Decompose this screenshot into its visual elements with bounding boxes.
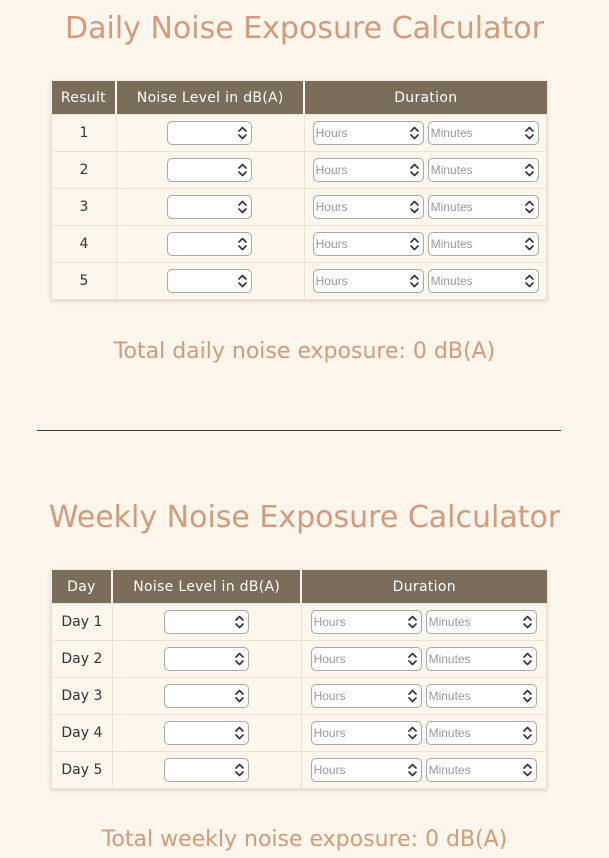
daily-total-exposure: Total daily noise exposure: 0 dB(A) bbox=[113, 339, 496, 364]
stepper-arrows-icon[interactable] bbox=[235, 614, 244, 630]
stepper-arrows-icon[interactable] bbox=[408, 725, 417, 741]
daily-row-label: 5 bbox=[52, 263, 117, 300]
weekly-hours-input[interactable] bbox=[311, 610, 422, 634]
weekly-table-row bbox=[52, 678, 547, 715]
weekly-table-row bbox=[52, 715, 547, 752]
weekly-hours-input-text: Hours bbox=[313, 763, 346, 777]
weekly-noise-level-cell bbox=[112, 604, 301, 641]
daily-noise-level-input[interactable] bbox=[167, 269, 252, 293]
weekly-total-exposure: Total weekly noise exposure: 0 dB(A) bbox=[101, 827, 508, 852]
weekly-noise-level-cell bbox=[112, 678, 301, 715]
stepper-arrows-icon[interactable] bbox=[410, 236, 419, 252]
weekly-noise-level-input[interactable] bbox=[164, 721, 249, 745]
weekly-duration-cell bbox=[301, 604, 546, 641]
daily-row-label: 2 bbox=[52, 152, 117, 189]
daily-noise-level-input[interactable] bbox=[167, 195, 252, 219]
daily-noise-level-cell bbox=[116, 115, 304, 152]
daily-header-noise-level: Noise Level in dB(A) bbox=[116, 81, 304, 115]
daily-header-result: Result bbox=[52, 81, 117, 115]
section-divider bbox=[37, 430, 561, 431]
stepper-arrows-icon[interactable] bbox=[410, 162, 419, 178]
daily-minutes-input-text: Minutes bbox=[430, 200, 473, 214]
daily-minutes-input-text: Minutes bbox=[430, 237, 473, 251]
daily-header-duration: Duration bbox=[304, 81, 546, 115]
weekly-header-duration: Duration bbox=[301, 570, 546, 604]
weekly-hours-input-text: Hours bbox=[313, 615, 346, 629]
weekly-noise-level-input[interactable] bbox=[164, 610, 249, 634]
stepper-arrows-icon[interactable] bbox=[408, 762, 417, 778]
daily-minutes-input[interactable] bbox=[428, 269, 539, 293]
stepper-arrows-icon[interactable] bbox=[235, 725, 244, 741]
weekly-hours-input[interactable] bbox=[311, 684, 422, 708]
daily-minutes-input[interactable] bbox=[428, 195, 539, 219]
daily-hours-input[interactable] bbox=[313, 269, 424, 293]
weekly-table-row bbox=[52, 752, 547, 789]
weekly-hours-input-text: Hours bbox=[313, 689, 346, 703]
daily-row-label: 4 bbox=[52, 226, 117, 263]
weekly-hours-input[interactable] bbox=[311, 721, 422, 745]
weekly-row-label: Day 5 bbox=[52, 752, 113, 789]
daily-table-row bbox=[52, 263, 547, 300]
daily-table-row bbox=[52, 189, 547, 226]
daily-row-label: 1 bbox=[52, 115, 117, 152]
daily-table-row bbox=[52, 115, 547, 152]
weekly-minutes-input-text: Minutes bbox=[428, 726, 471, 740]
stepper-arrows-icon[interactable] bbox=[410, 273, 419, 289]
daily-duration-cell bbox=[304, 189, 546, 226]
stepper-arrows-icon[interactable] bbox=[238, 125, 247, 141]
weekly-noise-level-cell bbox=[112, 752, 301, 789]
daily-duration-cell bbox=[304, 115, 546, 152]
weekly-duration-cell bbox=[301, 752, 546, 789]
weekly-row-label: Day 1 bbox=[52, 604, 113, 641]
daily-hours-input-text: Hours bbox=[315, 126, 348, 140]
stepper-arrows-icon[interactable] bbox=[238, 199, 247, 215]
daily-minutes-input[interactable] bbox=[428, 158, 539, 182]
daily-minutes-input[interactable] bbox=[428, 121, 539, 145]
stepper-arrows-icon[interactable] bbox=[238, 273, 247, 289]
weekly-noise-level-input[interactable] bbox=[164, 758, 249, 782]
daily-calculator-title: Daily Noise Exposure Calculator bbox=[65, 11, 544, 46]
daily-noise-level-cell bbox=[116, 152, 304, 189]
daily-noise-level-input[interactable] bbox=[167, 121, 252, 145]
stepper-arrows-icon[interactable] bbox=[523, 614, 532, 630]
weekly-row-label: Day 2 bbox=[52, 641, 113, 678]
stepper-arrows-icon[interactable] bbox=[238, 162, 247, 178]
weekly-minutes-input[interactable] bbox=[426, 647, 537, 671]
stepper-arrows-icon[interactable] bbox=[525, 236, 534, 252]
stepper-arrows-icon[interactable] bbox=[525, 125, 534, 141]
weekly-minutes-input-text: Minutes bbox=[428, 689, 471, 703]
daily-hours-input[interactable] bbox=[313, 232, 424, 256]
weekly-hours-input[interactable] bbox=[311, 758, 422, 782]
weekly-table-header-row bbox=[52, 570, 547, 604]
daily-duration-cell bbox=[304, 152, 546, 189]
weekly-duration-cell bbox=[301, 641, 546, 678]
stepper-arrows-icon[interactable] bbox=[235, 651, 244, 667]
stepper-arrows-icon[interactable] bbox=[523, 688, 532, 704]
weekly-exposure-table bbox=[51, 570, 547, 789]
weekly-minutes-input-text: Minutes bbox=[428, 763, 471, 777]
weekly-minutes-input-text: Minutes bbox=[428, 615, 471, 629]
daily-minutes-input-text: Minutes bbox=[430, 126, 473, 140]
stepper-arrows-icon[interactable] bbox=[525, 162, 534, 178]
stepper-arrows-icon[interactable] bbox=[523, 651, 532, 667]
daily-minutes-input-text: Minutes bbox=[430, 163, 473, 177]
stepper-arrows-icon[interactable] bbox=[525, 199, 534, 215]
daily-noise-level-input[interactable] bbox=[167, 232, 252, 256]
stepper-arrows-icon[interactable] bbox=[408, 688, 417, 704]
weekly-minutes-input[interactable] bbox=[426, 610, 537, 634]
daily-duration-cell bbox=[304, 226, 546, 263]
weekly-noise-level-cell bbox=[112, 715, 301, 752]
daily-noise-level-cell bbox=[116, 189, 304, 226]
weekly-row-label: Day 4 bbox=[52, 715, 113, 752]
daily-hours-input-text: Hours bbox=[315, 163, 348, 177]
weekly-hours-input-text: Hours bbox=[313, 652, 346, 666]
weekly-row-label: Day 3 bbox=[52, 678, 113, 715]
weekly-duration-cell bbox=[301, 715, 546, 752]
stepper-arrows-icon[interactable] bbox=[408, 614, 417, 630]
daily-table-row bbox=[52, 152, 547, 189]
daily-minutes-input[interactable] bbox=[428, 232, 539, 256]
stepper-arrows-icon[interactable] bbox=[410, 125, 419, 141]
weekly-noise-level-input[interactable] bbox=[164, 647, 249, 671]
stepper-arrows-icon[interactable] bbox=[408, 651, 417, 667]
stepper-arrows-icon[interactable] bbox=[523, 725, 532, 741]
daily-hours-input-text: Hours bbox=[315, 274, 348, 288]
weekly-minutes-input[interactable] bbox=[426, 721, 537, 745]
stepper-arrows-icon[interactable] bbox=[235, 688, 244, 704]
daily-hours-input[interactable] bbox=[313, 121, 424, 145]
weekly-header-day: Day bbox=[52, 570, 113, 604]
weekly-hours-input[interactable] bbox=[311, 647, 422, 671]
weekly-duration-cell bbox=[301, 678, 546, 715]
daily-hours-input[interactable] bbox=[313, 158, 424, 182]
weekly-table-row bbox=[52, 641, 547, 678]
weekly-calculator-title: Weekly Noise Exposure Calculator bbox=[48, 500, 561, 535]
daily-hours-input-text: Hours bbox=[315, 237, 348, 251]
daily-duration-cell bbox=[304, 263, 546, 300]
weekly-header-noise-level: Noise Level in dB(A) bbox=[112, 570, 301, 604]
weekly-noise-level-input[interactable] bbox=[164, 684, 249, 708]
stepper-arrows-icon[interactable] bbox=[523, 762, 532, 778]
daily-noise-level-input[interactable] bbox=[167, 158, 252, 182]
weekly-minutes-input-text: Minutes bbox=[428, 652, 471, 666]
weekly-hours-input-text: Hours bbox=[313, 726, 346, 740]
stepper-arrows-icon[interactable] bbox=[410, 199, 419, 215]
stepper-arrows-icon[interactable] bbox=[238, 236, 247, 252]
daily-noise-level-cell bbox=[116, 226, 304, 263]
daily-hours-input[interactable] bbox=[313, 195, 424, 219]
weekly-noise-level-cell bbox=[112, 641, 301, 678]
weekly-minutes-input[interactable] bbox=[426, 684, 537, 708]
daily-row-label: 3 bbox=[52, 189, 117, 226]
weekly-minutes-input[interactable] bbox=[426, 758, 537, 782]
daily-noise-level-cell bbox=[116, 263, 304, 300]
daily-table-header-row bbox=[52, 81, 547, 115]
weekly-table-row bbox=[52, 604, 547, 641]
daily-exposure-table bbox=[51, 81, 547, 300]
daily-hours-input-text: Hours bbox=[315, 200, 348, 214]
daily-table-row bbox=[52, 226, 547, 263]
daily-minutes-input-text: Minutes bbox=[430, 274, 473, 288]
stepper-arrows-icon[interactable] bbox=[235, 762, 244, 778]
stepper-arrows-icon[interactable] bbox=[525, 273, 534, 289]
